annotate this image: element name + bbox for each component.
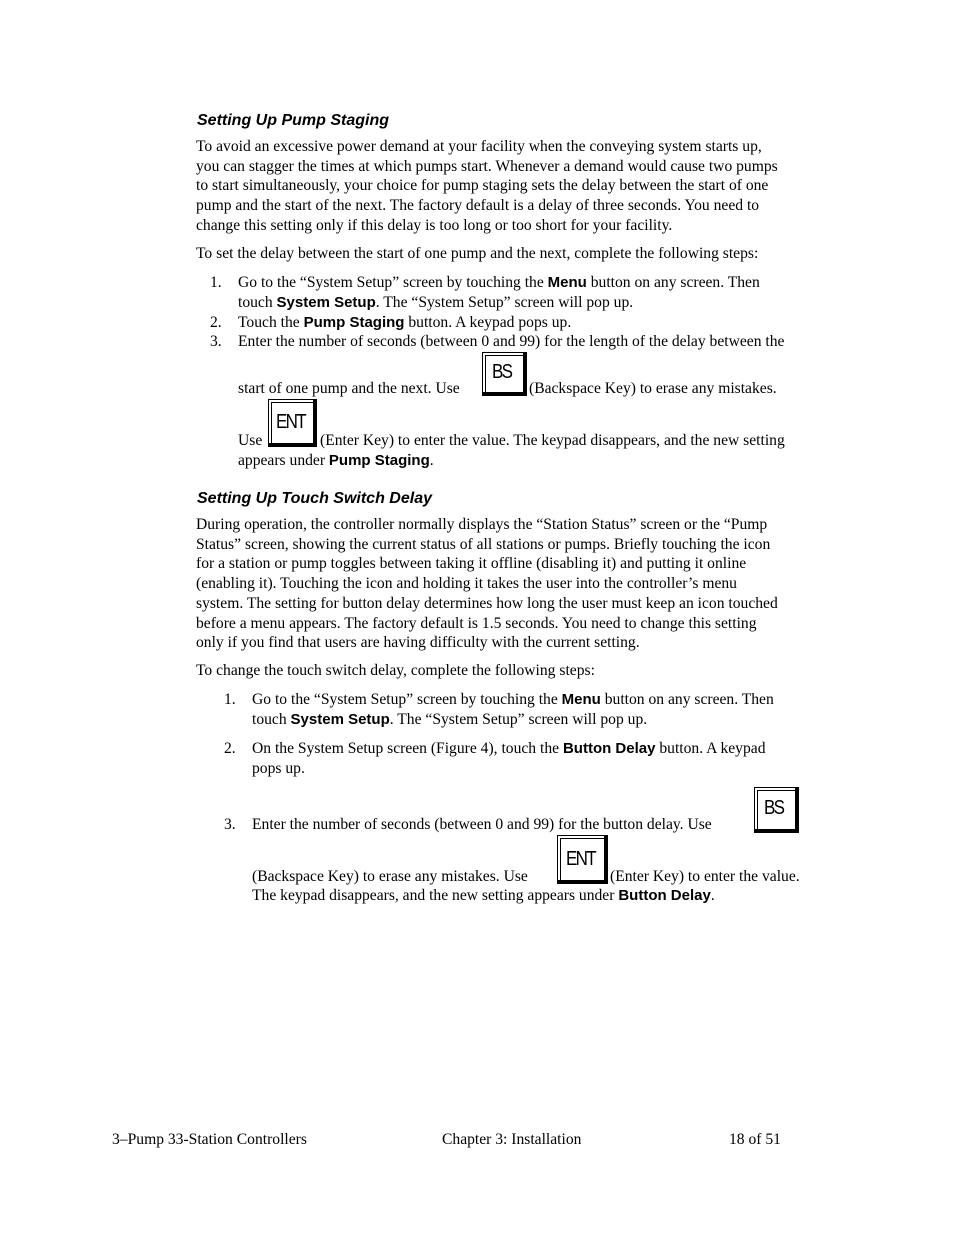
system-setup-term: System Setup [290, 711, 390, 728]
step-text [252, 711, 647, 729]
step-text-part: On the System Setup screen (Figure 4), touch the [252, 740, 563, 757]
step-text-part: button on any screen. Then [600, 691, 774, 708]
step-number: 3. [224, 816, 236, 833]
step-text-part: The keypad disappears, and the new setting appears under [252, 887, 619, 904]
step-text: Enter the number of seconds (between 0 and 99) for the button delay. Use [252, 816, 712, 833]
pump-staging-term: Pump Staging [303, 314, 405, 331]
step-text-part: appears under [238, 452, 329, 469]
step-text: pops up. [252, 760, 305, 777]
step-number: 3. [210, 333, 222, 350]
text-line: you can stagger the times at which pumps start. Whenever a demand would cause two pumps [196, 157, 778, 175]
step-text: (Backspace Key) to erase any mistakes. [529, 380, 777, 397]
menu-term: Menu [547, 274, 587, 291]
step-text-part: Go to the “System Setup” screen by touching the [252, 691, 562, 708]
step-text-part: . The “System Setup” screen will pop up. [375, 294, 634, 311]
touch-switch-intro [196, 515, 836, 653]
button-delay-term: Button Delay [618, 887, 711, 904]
text-line: (enabling it). Touching the icon and holding it takes the user into the controller’s menu [196, 575, 737, 593]
enter-key-icon [268, 399, 317, 447]
backspace-key-icon [754, 787, 799, 833]
text-line: only if you find that users are having difficulty with the current setting. [196, 634, 640, 652]
menu-term: Menu [561, 691, 601, 708]
step-text-part: Touch the [238, 314, 304, 331]
step-text-part: button on any screen. Then [586, 274, 760, 291]
footer-page-number: 18 of 51 [729, 1131, 781, 1148]
key-label: BS [492, 361, 512, 383]
step-number: 1. [224, 691, 236, 708]
step-text-part: Go to the “System Setup” screen by touching the [238, 274, 548, 291]
step-text [238, 294, 633, 312]
system-setup-term: System Setup [276, 294, 376, 311]
key-label: BS [764, 797, 784, 819]
step-text-part: touch [252, 711, 291, 728]
text-line: before a menu appears. The factory default is 1.5 seconds. You need to change this setting [196, 614, 757, 632]
step-text: start of one pump and the next. Use [238, 380, 460, 397]
step-text [238, 274, 760, 292]
pump-staging-intro [196, 137, 836, 236]
step-text-part: touch [238, 294, 277, 311]
button-delay-term: Button Delay [562, 740, 656, 757]
enter-key-icon [557, 835, 608, 884]
step-text-part: button. A keypad pops up. [404, 314, 572, 331]
step-number: 1. [210, 274, 222, 291]
text-line: To avoid an excessive power demand at your facility when the conveying system starts up, [196, 138, 762, 155]
step-text: (Backspace Key) to erase any mistakes. Use [252, 868, 528, 885]
pump-staging-term: Pump Staging [328, 452, 430, 469]
text-line: for a station or pump toggles between taking it offline (disabling it) and putting it online [196, 555, 747, 573]
pump-staging-steps-intro: To set the delay between the start of one pump and the next, complete the following steps: [196, 245, 759, 262]
step-text-part: button. A keypad [655, 740, 766, 757]
backspace-key-icon [482, 352, 527, 396]
step-number: 2. [210, 314, 222, 331]
step-text-part: . [429, 452, 434, 469]
step-text-part: . [710, 887, 715, 904]
step-text: (Enter Key) to enter the value. The keypad disappears, and the new setting [320, 432, 785, 449]
text-line: During operation, the controller normally displays the “Station Status” screen or the “Pump [196, 516, 768, 533]
touch-switch-steps-intro: To change the touch switch delay, complete the following steps: [196, 662, 595, 679]
text-line: system. The setting for button delay determines how long the user must keep an icon touched [196, 594, 778, 612]
step-text [238, 452, 434, 470]
step-number: 2. [224, 740, 236, 757]
step-text [252, 740, 766, 758]
step-text [238, 314, 571, 332]
text-line: pump and the start of the next. The factory default is a delay of three seconds. You need to [196, 197, 760, 215]
step-text-part: . The “System Setup” screen will pop up. [389, 711, 648, 728]
section-heading-pump-staging: Setting Up Pump Staging [197, 112, 389, 129]
step-text: (Enter Key) to enter the value. [610, 868, 800, 885]
step-text [252, 691, 774, 709]
key-label: ENT [276, 411, 305, 433]
footer-chapter: Chapter 3: Installation [442, 1131, 582, 1148]
key-label: ENT [566, 848, 595, 870]
step-text: Enter the number of seconds (between 0 and 99) for the length of the delay between the [238, 333, 785, 350]
text-line: Status” screen, showing the current status of all stations or pumps. Briefly touching the icon [196, 535, 771, 553]
section-heading-touch-switch-delay: Setting Up Touch Switch Delay [197, 490, 432, 507]
text-line: change this setting only if this delay is too long or too short for your facility. [196, 216, 673, 234]
text-line: to start simultaneously, your choice for pump staging sets the delay between the start of one [196, 177, 769, 195]
footer-document-title: 3–Pump 33-Station Controllers [112, 1131, 307, 1148]
step-text: Use [238, 432, 263, 449]
step-text [252, 887, 715, 905]
